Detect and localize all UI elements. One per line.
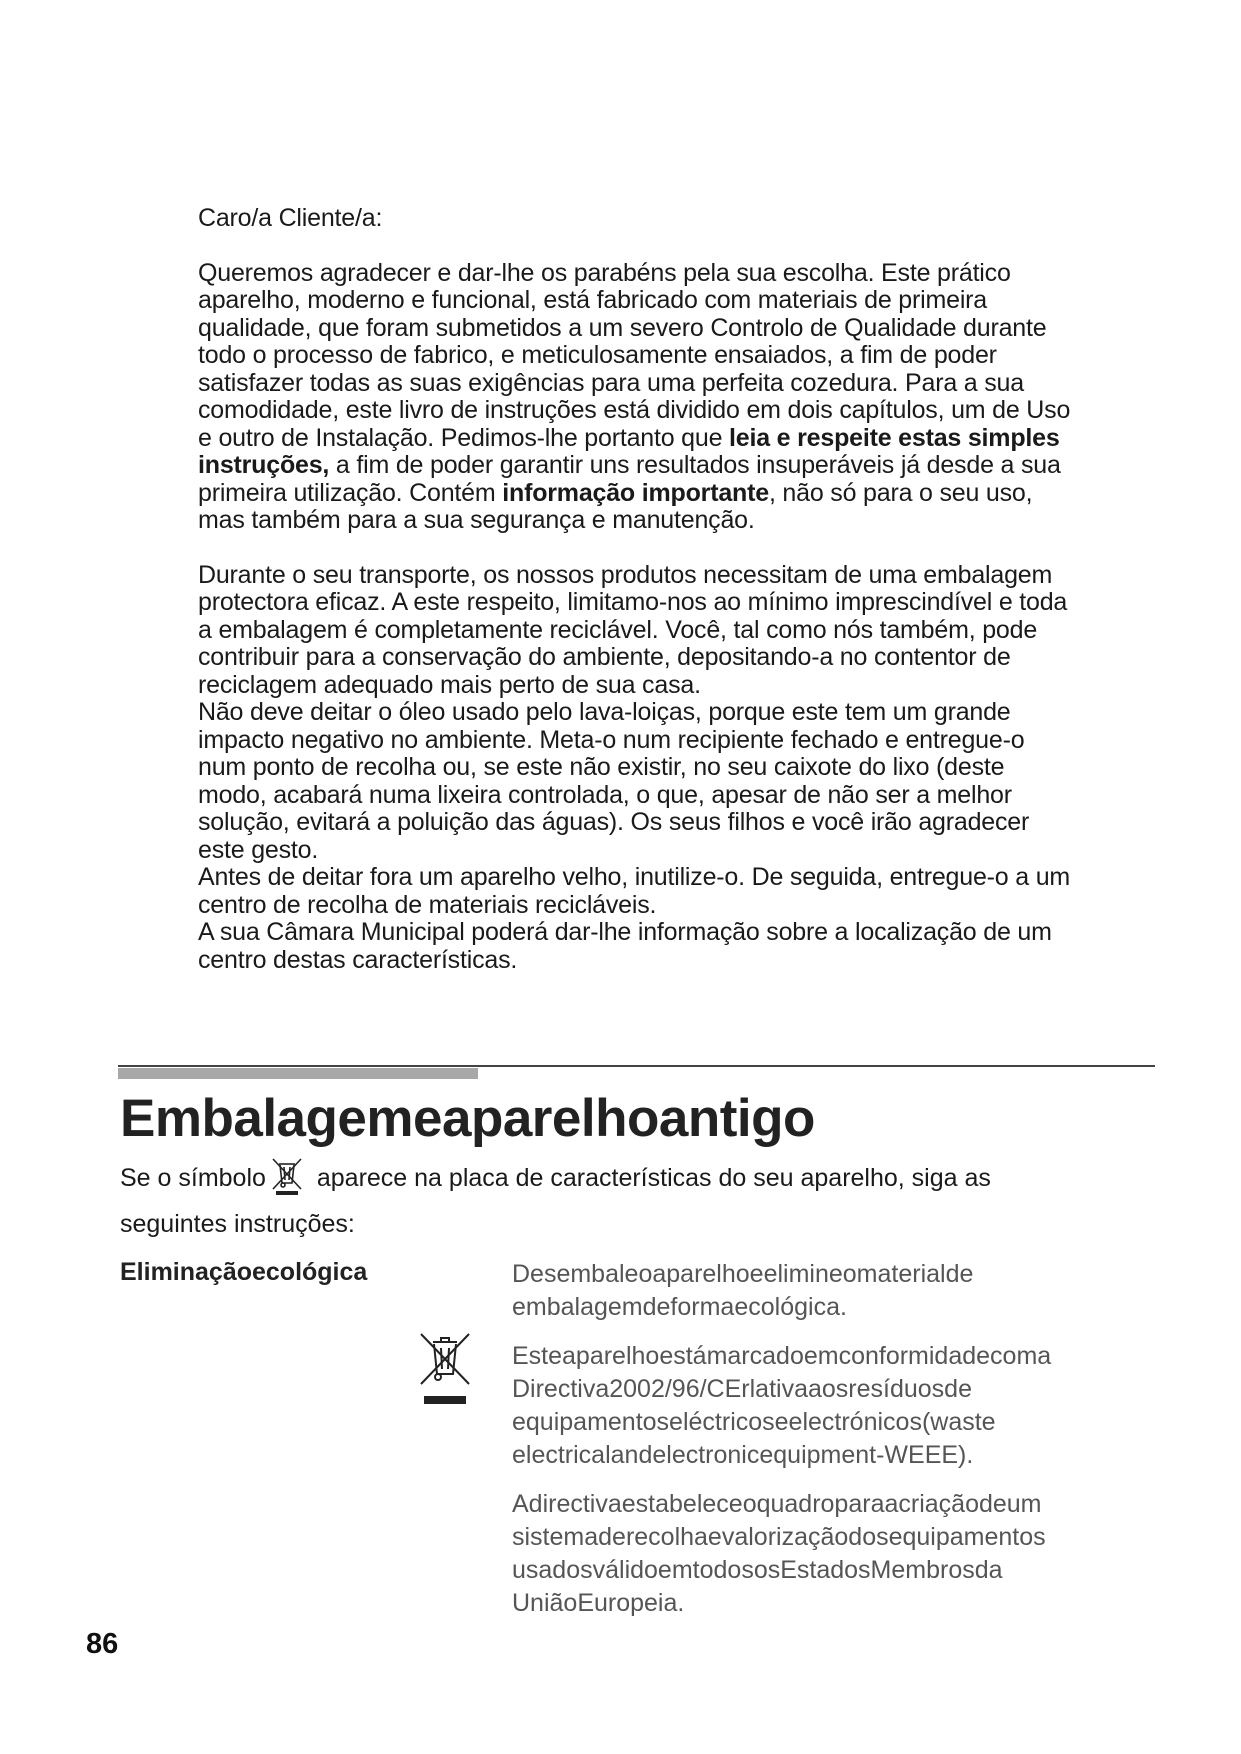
section-lead [120,1156,1130,1242]
section-title: Embalagemeaparelhoantigo [120,1089,815,1148]
salutation: Caro/a Cliente/a: [198,204,383,232]
intro-paragraph-4: Antes de deitar fora um aparelho velho, inutilize-o. De seguida, entregue-o a um centro de recolha de materiais recicláveis. [198,863,1071,919]
subheading: Eliminaçãoecológica [120,1258,368,1286]
intro-p1-bold-2: informação importante [502,478,769,507]
section-rule [118,1065,1155,1067]
intro-text [198,205,1078,974]
page-number: 86 [86,1628,119,1660]
lead-text-2: aparece na placa de características do seu aparelho, siga as [309,1164,991,1192]
intro-paragraph-3: Não deve deitar o óleo usado pelo lava-loiças, porque este tem um grande impacto negativo no ambiente. Meta-o num recipiente fechado e entregue-o num ponto de recolha ou, se este não existir, no seu caixote do lixo (deste modo, acabará numa lixeira controlada, o que, apesar de não ser a melhor solução, evitará a poluição das águas). Os seus filhos e você irão agradecer este gesto. [198,698,1030,864]
lead-text-1: Se o símbolo [120,1164,266,1192]
intro-paragraph-5: A sua Câmara Municipal poderá dar-lhe informação sobre a localização de um centro destas características. [198,918,1052,974]
disposal-paragraph-1: Desembaleoaparelhoeelimineomaterialde embalagemdeformaecológica. [512,1260,974,1321]
disposal-text [512,1258,1112,1636]
intro-p1-end: , não só para o seu uso, mas também para a sua segurança e manutenção. [198,478,1033,534]
crossed-out-wheelie-bin-icon [268,1156,306,1196]
intro-p1-bold-1: leia e respeite estas simples instruções, [198,423,1060,479]
intro-paragraph-2: Durante o seu transporte, os nossos produtos necessitam de uma embalagem protectora eficaz. A este respeito, limitamo-nos ao mínimo imprescindível e toda a embalagem é completamente reciclável. Você, tal como nós também, pode contribuir para a conservação do ambiente, depositando-a no contentor de reciclagem adequado mais perto de sua casa. [198,560,1068,699]
lead-line-2: seguintes instruções: [120,1210,355,1238]
intro-p1-text: Queremos agradecer e dar-lhe os parabéns pela sua escolha. Este prático aparelho, moderno e funcional, está fabricado com materiais de primeira qualidade, que foram submetidos a um severo Controlo de Qualidade durante todo o processo de fabrico, e meticulosamente ensaiados, a fim de poder satisfazer todas as suas exigências para uma perfeita cozedura. Para a sua comodidade, este livro de instruções está dividido em dois capítulos, um de Uso e outro de Instalação. Pedimos-lhe portanto que [198,258,1071,452]
disposal-paragraph-2: Esteaparelhoestámarcadoemconformidadecoma Directiva2002/96/CErlativaaosresíduosde equipamentoseléctricoseelectrónicos(waste electricalandelectronicequipment-WEEE). [512,1342,1052,1469]
section-rule-accent [118,1068,478,1079]
intro-p1-mid: a fim de poder garantir uns resultados insuperáveis já desde a sua primeira utilização. Contém [198,451,1061,507]
intro-paragraph-1 [198,260,1078,535]
crossed-out-wheelie-bin-icon [418,1332,472,1408]
disposal-paragraph-3: Adirectivaestabeleceoquadroparaacriaçãodeum sistemaderecolhaevalorizaçãodosequipamentos usadosválidoemtodososEstadosMembrosda UniãoEuropeia. [512,1490,1046,1617]
